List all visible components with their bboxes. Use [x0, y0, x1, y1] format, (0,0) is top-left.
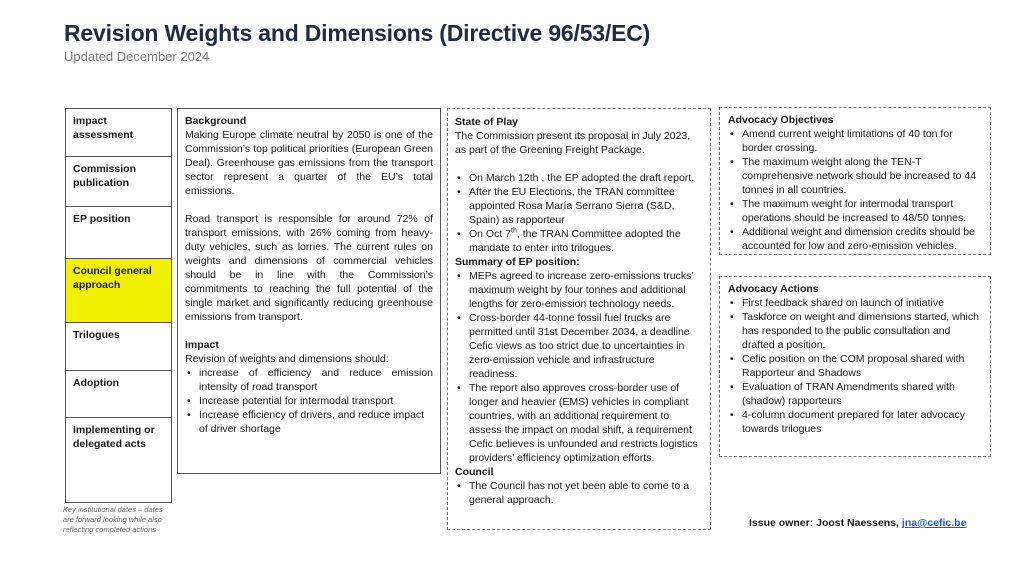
state-of-play-box	[447, 108, 711, 530]
council-item: • The Council has not yet been able to come to a general approach.	[455, 479, 703, 507]
background-heading: Background	[185, 115, 247, 127]
page-subtitle: Updated December 2024	[64, 49, 210, 64]
state-item	[455, 227, 703, 255]
timeline-stages	[65, 108, 172, 503]
ordinal-suffix: th	[511, 227, 517, 235]
impact-heading: Impact	[185, 339, 219, 351]
ep-summary-list	[455, 269, 703, 465]
impact-item: • Increase efficiency of drivers, and reduce impact of driver shortage	[185, 408, 433, 436]
ep-item: • Cross-border 44-tonne fossil fuel trucks are permitted until 31st December 2034, a deadline Cefic views as too strict due to uncertainties in zero-emission vehicle and infrastructure readiness.	[455, 311, 703, 381]
state-item-text: , the TRAN Committee adopted the mandate to enter into trilogues.	[469, 228, 681, 254]
advocacy-objectives-list	[728, 127, 982, 253]
impact-item: • increase of efficiency and reduce emission intensity of road transport	[185, 366, 433, 394]
owner-email-part: a@cefic.be	[911, 517, 967, 529]
advocacy-actions-box	[719, 276, 991, 457]
impact-list	[185, 366, 433, 436]
timeline-note: Key institutional dates – dates are forward looking while also reflecting completed actions	[63, 505, 163, 534]
state-item: • After the EU Elections, the TRAN committee appointed Rosa María Serrano Sierra (S&D, Spain) as rapporteur	[455, 185, 703, 227]
background-box	[177, 108, 441, 474]
objective-item: • Additional weight and dimension credits should be accounted for low and zero-emission vehicles.	[728, 225, 982, 253]
impact-intro: Revision of weights and dimensions should:	[185, 353, 389, 365]
stage-implementing-acts: Implementing or delegated acts	[73, 424, 155, 450]
impact-item: • Increase potential for intermodal transport	[185, 394, 433, 408]
ep-item: • MEPs agreed to increase zero-emissions trucks’ maximum weight by four tonnes and additional lengths for zero-emission technology needs.	[455, 269, 703, 311]
issue-owner-label: Issue owner: Joost Naessens,	[749, 517, 902, 529]
issue-owner	[749, 517, 966, 529]
advocacy-actions-list	[728, 296, 982, 436]
stage-impact-assessment: Impact assessment	[66, 109, 171, 157]
action-item: • Evaluation of TRAN Amendments shared with (shadow) rapporteurs	[728, 380, 982, 408]
action-item: • Taskforce on weight and dimensions started, which has responded to the public consultation and drafted a position.	[728, 310, 982, 352]
state-item: • On March 12th , the EP adopted the draft report.	[455, 171, 703, 185]
stage-adoption: Adoption	[66, 371, 171, 418]
council-heading: Council	[455, 466, 494, 478]
stage-council-general-approach: Council general approach	[66, 259, 171, 323]
state-of-play-intro: The Commission present its proposal in July 2023, as part of the Greening Freight Package.	[455, 130, 691, 156]
state-item-text: On Oct 7	[469, 228, 512, 240]
objective-item: • The maximum weight along the TEN-T comprehensive network should be increased to 44 tonnes in all countries.	[728, 155, 982, 197]
advocacy-objectives-heading: Advocacy Objectives	[728, 114, 834, 126]
ep-summary-heading: Summary of EP position:	[455, 256, 580, 268]
action-item: • Cefic position on the COM proposal shared with Rapporteur and Shadows	[728, 352, 982, 380]
background-paragraph-1: Making Europe climate neutral by 2050 is one of the Commission’s top political priorities (European Green Deal). Greenhouse gas emissions from the transport sector represent a quarter of the EU’s total emissions.	[185, 129, 433, 197]
council-list	[455, 479, 703, 507]
state-of-play-heading: State of Play	[455, 116, 519, 128]
ep-item: • The report also approves cross-border use of longer and heavier (EMS) vehicles in compliant countries, with an additional requirement to assess the impact on modal shift, a requirement Cefic believes is unfounded and restricts logistics providers’ efficiency optimization efforts.	[455, 381, 703, 465]
action-item: • First feedback shared on launch of initiative	[728, 296, 982, 310]
advocacy-objectives-box	[719, 107, 991, 255]
objective-item: • Amend current weight limitations of 40 ton for border crossing.	[728, 127, 982, 155]
owner-email-link[interactable]	[902, 517, 967, 529]
advocacy-actions-heading: Advocacy Actions	[728, 283, 819, 295]
stage-ep-position: EP position	[66, 207, 171, 259]
action-item: • 4-column document prepared for later advocacy towards trilogues	[728, 408, 982, 436]
objective-item: • The maximum weight for intermodal transport operations should be increased to 48/50 tonnes.	[728, 197, 982, 225]
owner-email-part: jn	[901, 517, 912, 529]
page-title: Revision Weights and Dimensions (Directive 96/53/EC)	[64, 20, 651, 46]
state-of-play-list	[455, 171, 703, 255]
background-paragraph-2: Road transport is responsible for around 72% of transport emissions, with 26% coming from heavy-duty vehicles, such as lorries. The current rules on weights and dimensions of commercial vehicles should be in line with the Commission’s commitments to reaching the full potential of the single market and significantly reducing greenhouse emissions from transport.	[185, 213, 433, 323]
stage-commission-publication: Commission publication	[66, 157, 171, 207]
stage-trilogues: Trilogues	[66, 323, 171, 371]
